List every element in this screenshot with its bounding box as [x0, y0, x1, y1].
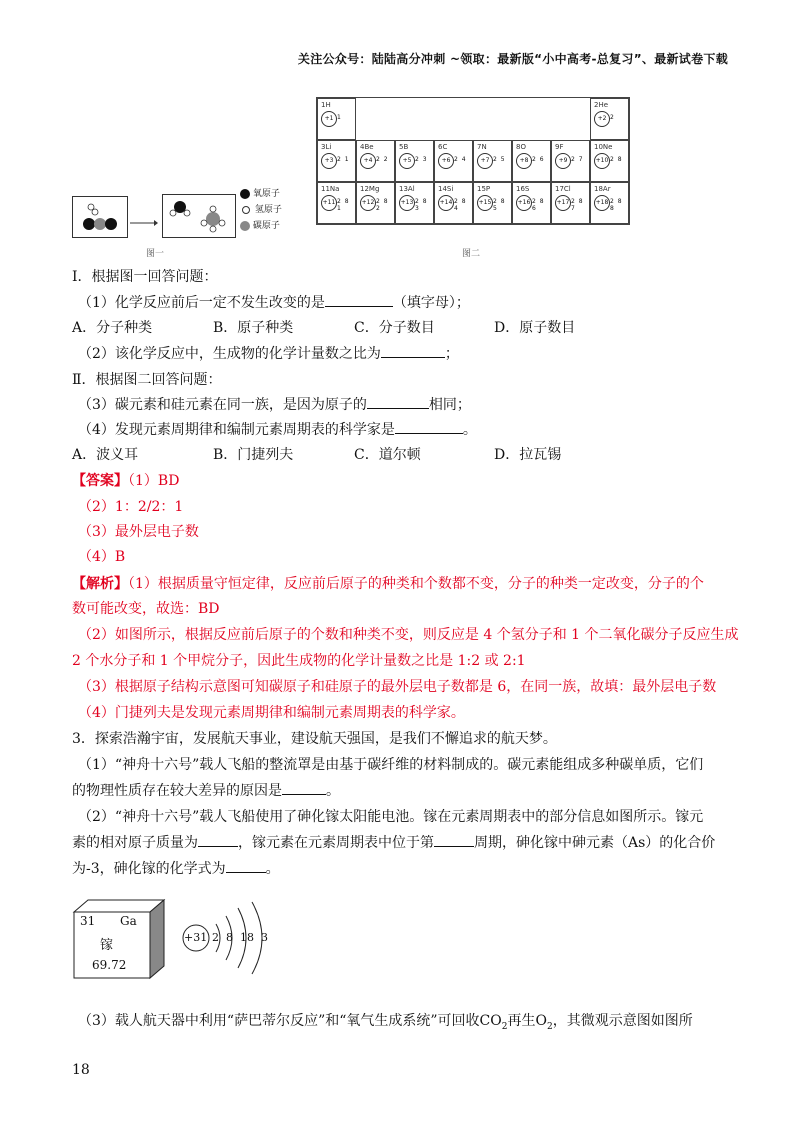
analysis-line-6: （4）门捷列夫是发现元素周期律和编制元素周期表的科学家。	[78, 705, 465, 721]
answer-blank-1[interactable]	[325, 294, 393, 307]
answer-line-4: （4）B	[78, 549, 126, 565]
q4-option-b: B．门捷列夫	[213, 447, 294, 463]
q1-option-b: B．原子种类	[213, 320, 294, 336]
element-symbol: 16S	[516, 185, 530, 193]
element-cell-na	[317, 182, 356, 224]
element-nucleus: +11	[321, 195, 337, 211]
figure2-caption: 图二	[462, 249, 481, 259]
element-cell-mg	[356, 182, 395, 224]
legend-carbon: 碳原子	[240, 218, 282, 234]
element-shells: 2 8 4	[454, 198, 467, 212]
element-nucleus: +3	[321, 153, 337, 169]
element-cell-p	[473, 182, 512, 224]
element-cell-h	[317, 98, 356, 140]
element-shells: 2	[610, 114, 615, 121]
page-number: 18	[72, 1062, 90, 1078]
element-nucleus: +9	[555, 153, 571, 169]
element-nucleus: +8	[516, 153, 532, 169]
reaction-after-box	[162, 194, 236, 238]
gallium-atom-structure	[176, 896, 286, 980]
element-symbol: 5B	[399, 143, 409, 151]
element-cell-n	[473, 140, 512, 182]
element-symbol: 11Na	[321, 185, 340, 193]
gallium-electron-shells: 2 8 18 3	[212, 931, 268, 944]
element-shells: 2 3	[415, 156, 428, 163]
element-nucleus: +2	[594, 111, 610, 127]
element-shells: 2 8 5	[493, 198, 506, 212]
answer-line-2: （2）1：2/2：1	[78, 499, 184, 515]
element-shells: 2 5	[493, 156, 506, 163]
question-3-stem: 3．探索浩瀚宇宙，发展航天事业，建设航天强国，是我们不懈追求的航天梦。	[72, 731, 557, 747]
question-3-1-line2: 的物理性质存在较大差异的原因是 。	[72, 783, 340, 799]
element-symbol: 8O	[516, 143, 526, 151]
question-3-3-line1: （3）载人航天器中利用“萨巴蒂尔反应”和“氧气生成系统”可回收$CO_2$再生$O_2$，其微观示意图如图所	[78, 1013, 693, 1032]
co2-formula: $CO_2$	[479, 1013, 508, 1032]
answer-blank-7[interactable]	[434, 834, 474, 847]
element-shells: 2 2	[376, 156, 389, 163]
element-cell-ne	[590, 140, 629, 182]
q4-option-a: A．波义耳	[72, 447, 139, 463]
legend-hydrogen: 氢原子	[240, 202, 282, 218]
answer-blank-8[interactable]	[226, 860, 266, 873]
product-molecules	[163, 195, 235, 237]
legend-oxygen: 氧原子	[240, 186, 282, 202]
gallium-nucleus: +31	[184, 931, 208, 944]
answer-blank-6[interactable]	[198, 834, 238, 847]
question-3-2-line3: 为-3，砷化镓的化学式为 。	[72, 861, 280, 877]
element-symbol: 15P	[477, 185, 491, 193]
element-nucleus: +18	[594, 195, 610, 211]
analysis-line-4: 2 个水分子和 1 个甲烷分子，因此生成物的化学计量数之比是 1:2 或 2:1	[72, 653, 526, 669]
element-cell-al	[395, 182, 434, 224]
section2-title: Ⅱ．根据图二回答问题：	[72, 372, 222, 388]
element-cell-he	[590, 98, 629, 140]
question-3-1-line1: （1）“神舟十六号”载人飞船的整流罩是由基于碳纤维的材料制成的。碳元素能组成多种碳单质，它们	[78, 757, 704, 773]
element-nucleus: +4	[360, 153, 376, 169]
question-2: （2）该化学反应中，生成物的化学计量数之比为 ；	[78, 346, 459, 362]
element-cell-s	[512, 182, 551, 224]
question-4: （4）发现元素周期律和编制元素周期表的科学家是 。	[78, 422, 477, 438]
o2-formula: $O_2$	[535, 1013, 553, 1032]
element-nucleus: +14	[438, 195, 454, 211]
element-shells: 2 8 2	[376, 198, 389, 212]
element-nucleus: +1	[321, 111, 337, 127]
analysis-line-3: （2）如图所示，根据反应前后原子的个数和种类不变，则反应是 4 个氢分子和 1 个二氧化碳分子反应生成	[78, 627, 739, 643]
element-cell-si	[434, 182, 473, 224]
figure1-legend	[240, 186, 282, 234]
reaction-arrow	[130, 212, 158, 220]
element-nucleus: +7	[477, 153, 493, 169]
answer-blank-2[interactable]	[381, 345, 445, 358]
q1-option-a: A．分子种类	[72, 320, 153, 336]
element-symbol: 10Ne	[594, 143, 613, 151]
element-symbol: 13Al	[399, 185, 415, 193]
answer-blank-3[interactable]	[367, 396, 429, 409]
analysis-line-2: 数可能改变，故选：BD	[72, 601, 220, 617]
element-cell-o	[512, 140, 551, 182]
question-3-2-line1: （2）“神舟十六号”载人飞船使用了砷化镓太阳能电池。镓在元素周期表中的部分信息如图所示。镓元	[78, 809, 704, 825]
element-cell-b	[395, 140, 434, 182]
element-symbol: 14Si	[438, 185, 454, 193]
answer-blank-5[interactable]	[282, 782, 326, 795]
element-cell-cl	[551, 182, 590, 224]
element-symbol: 2He	[594, 101, 609, 109]
page-header: 关注公众号：陆陆高分冲刺 ~领取：最新版“小中高考-总复习”、最新试卷下载	[297, 52, 728, 66]
element-cell-f	[551, 140, 590, 182]
gallium-element-card	[72, 898, 168, 980]
q4-option-d: D．拉瓦锡	[494, 447, 562, 463]
q1-option-c: C．分子数目	[354, 320, 435, 336]
element-symbol: 18Ar	[594, 185, 611, 193]
element-nucleus: +5	[399, 153, 415, 169]
element-symbol: 9F	[555, 143, 564, 151]
element-nucleus: +12	[360, 195, 376, 211]
element-nucleus: +15	[477, 195, 493, 211]
reactant-molecules	[73, 197, 127, 237]
element-shells: 2 8 1	[337, 198, 350, 212]
reaction-before-box	[72, 196, 128, 238]
answer-blank-4[interactable]	[395, 421, 463, 434]
q1-option-d: D．原子数目	[494, 320, 576, 336]
gallium-atomic-mass: 69.72	[92, 958, 127, 972]
element-symbol: 17Cl	[555, 185, 571, 193]
element-nucleus: +6	[438, 153, 454, 169]
element-shells: 2 8 6	[532, 198, 545, 212]
figure1-caption: 图一	[146, 249, 165, 259]
gallium-atomic-number: 31	[80, 914, 96, 928]
gallium-name: 镓	[100, 938, 114, 953]
element-nucleus: +16	[516, 195, 532, 211]
element-shells: 2 4	[454, 156, 467, 163]
question-1: （1）化学反应前后一定不发生改变的是 （填字母）；	[78, 295, 470, 311]
element-shells: 2 1	[337, 156, 350, 163]
element-cell-ar	[590, 182, 629, 224]
section1-title: Ⅰ．根据图一回答问题：	[72, 269, 218, 285]
element-symbol: 3Li	[321, 143, 332, 151]
element-nucleus: +13	[399, 195, 415, 211]
element-cell-be	[356, 140, 395, 182]
periodic-table-figure	[316, 97, 630, 232]
question-3-2-line2: 素的相对原子质量为 ，镓元素在元素周期表中位于第 周期，砷化镓中砷元素（As）的化合价	[72, 835, 716, 851]
element-cell-c	[434, 140, 473, 182]
element-shells: 2 8 8	[610, 198, 623, 212]
element-shells: 2 8 3	[415, 198, 428, 212]
answer-line-3: （3）最外层电子数	[78, 524, 199, 540]
gallium-symbol: Ga	[120, 914, 137, 928]
element-shells: 2 7	[571, 156, 584, 163]
element-symbol: 7N	[477, 143, 487, 151]
element-shells: 2 8	[610, 156, 623, 163]
element-symbol: 6C	[438, 143, 448, 151]
element-shells: 2 6	[532, 156, 545, 163]
element-symbol: 1H	[321, 101, 331, 109]
element-symbol: 12Mg	[360, 185, 380, 193]
element-cell-li	[317, 140, 356, 182]
element-nucleus: +17	[555, 195, 571, 211]
analysis-line-1: 【解析】（1）根据质量守恒定律，反应前后原子的种类和个数都不变，分子的种类一定改变，分子的个	[72, 576, 704, 592]
element-shells: 2 8 7	[571, 198, 584, 212]
analysis-line-5: （3）根据原子结构示意图可知碳原子和硅原子的最外层电子数都是 6，在同一族，故填：最外层电子数	[78, 679, 717, 695]
q4-option-c: C．道尔顿	[354, 447, 421, 463]
element-symbol: 4Be	[360, 143, 374, 151]
element-shells: 1	[337, 114, 342, 121]
question-3: （3）碳元素和硅元素在同一族，是因为原子的 相同；	[78, 397, 471, 413]
element-nucleus: +10	[594, 153, 610, 169]
answer-line-1: 【答案】（1）BD	[72, 473, 180, 489]
